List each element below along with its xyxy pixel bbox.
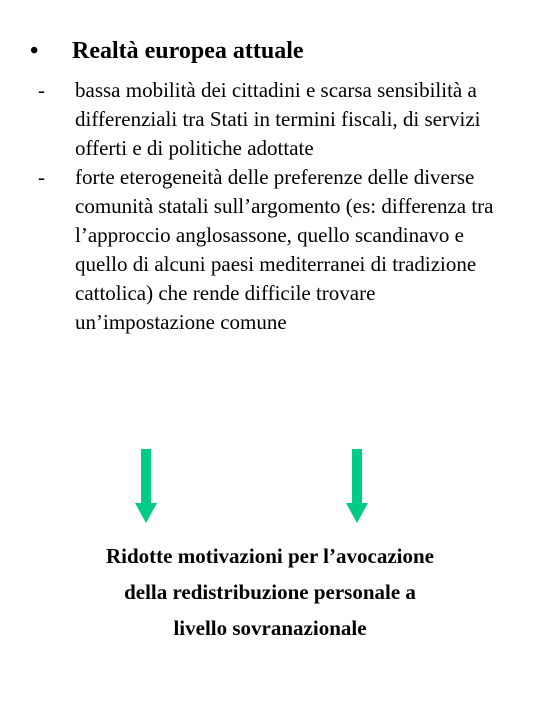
arrow-down-icon [346,449,368,523]
list-item-text: forte eterogeneità delle preferenze delle diverse comunità statali sull’argomento (es: differenza tra l’approccio anglosassone, quello scandinavo e quello di alcuni paesi mediterranei di tradizione cattolica) che rende difficile trovare un’impostazione comune [75,165,494,334]
title-bullet: • [30,38,39,64]
dash-list [38,76,518,337]
list-item-text: bassa mobilità dei cittadini e scarsa sensibilità a differenziali tra Stati in termini fiscali, di servizi offerti e di politiche adottate [75,78,481,160]
conclusion-line: livello sovranazionale [173,616,367,640]
conclusion-line: della redistribuzione personale a [124,580,416,604]
arrow-down-icon [135,449,157,523]
title-text: Realtà europea attuale [72,38,304,64]
list-dash: - [38,78,45,102]
list-dash: - [38,165,45,189]
conclusion-line: Ridotte motivazioni per l’avocazione [106,544,434,568]
slide-title [30,36,304,66]
list-item [38,163,518,337]
list-item [38,76,518,163]
conclusion-text [40,538,500,646]
